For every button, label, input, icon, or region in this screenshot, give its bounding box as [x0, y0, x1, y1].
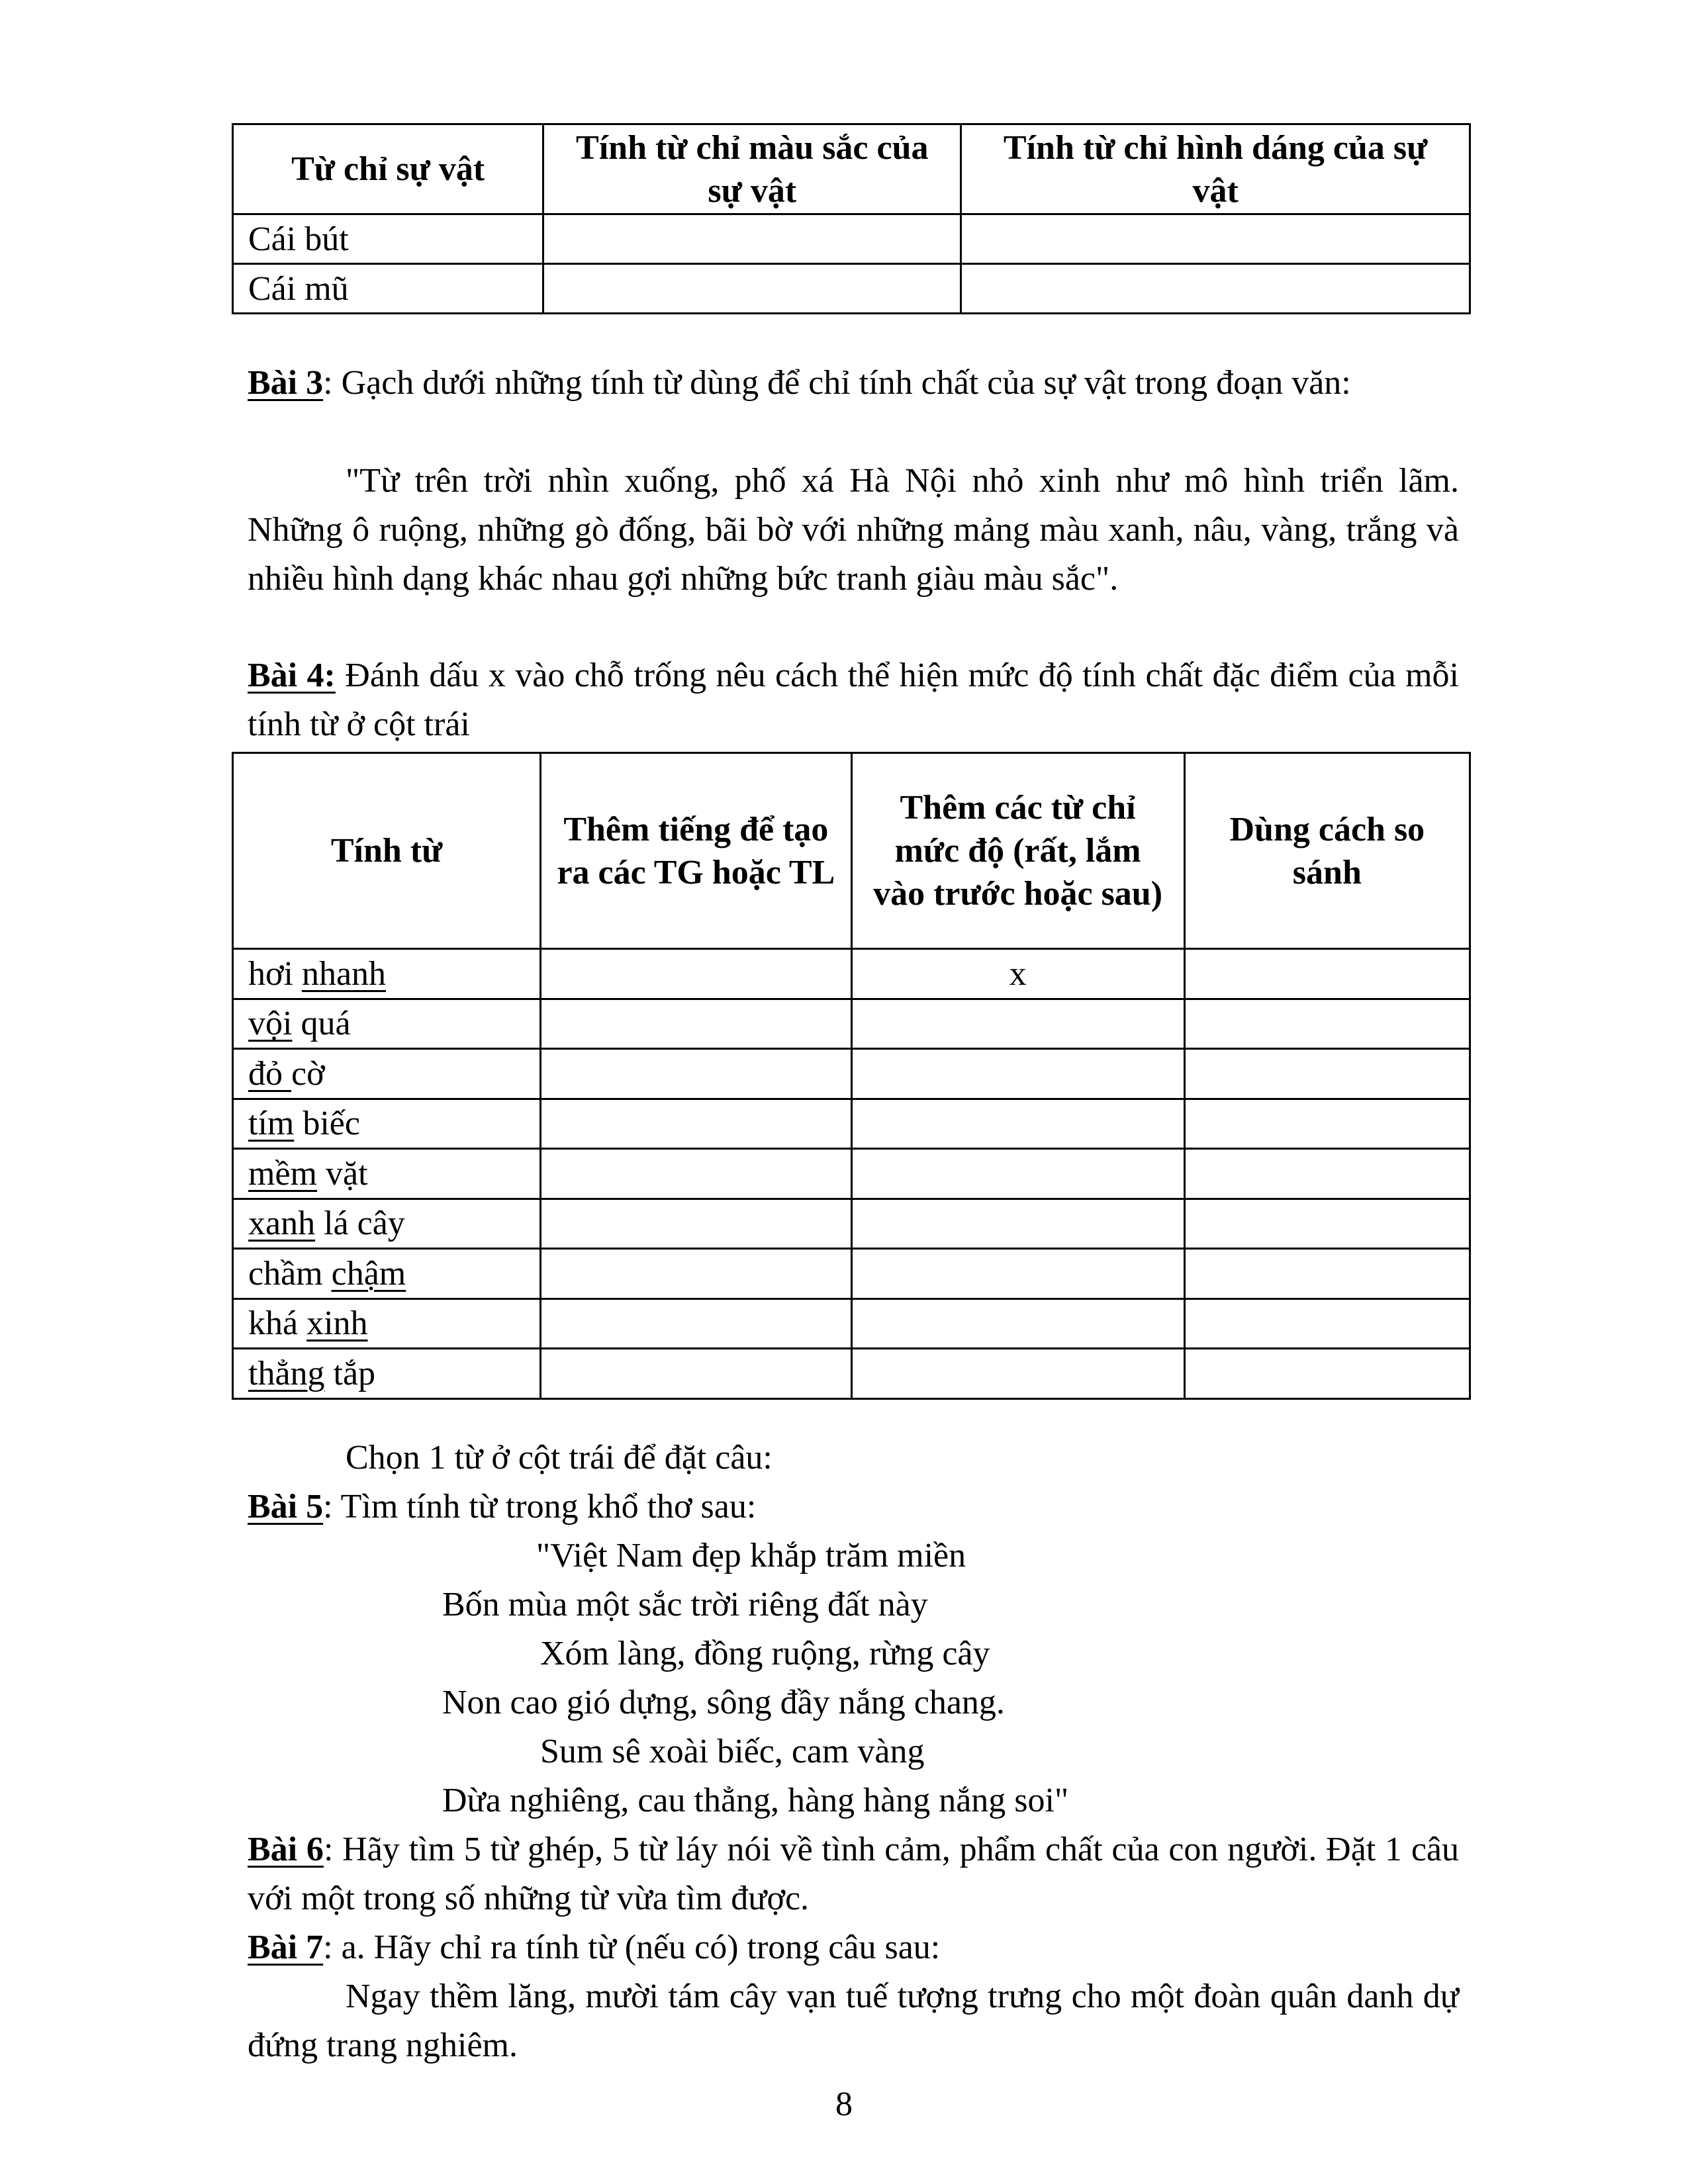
adjective-cell [233, 999, 541, 1049]
adjective-degree-table [232, 752, 1471, 1400]
header-cell: Dùng cách so sánh [1184, 753, 1470, 949]
exercise-3-label: Bài 3 [248, 364, 324, 402]
adjective-underlined: vội [248, 1005, 293, 1043]
mark-cell [541, 1199, 851, 1249]
mark-cell [851, 1249, 1184, 1299]
header-cell: Tính từ [233, 753, 541, 949]
adjective-underlined: mềm [248, 1154, 317, 1193]
poem-line: Dừa nghiêng, cau thẳng, hàng hàng nắng soi" [442, 1782, 1069, 1819]
table-cell [543, 214, 961, 264]
mark-cell [1184, 1249, 1470, 1299]
exercise-6-instruction [248, 1825, 1459, 1923]
table-row [233, 1249, 1470, 1299]
adjective-suffix: vặt [316, 1154, 368, 1193]
table-cell: Cái mũ [233, 264, 543, 314]
adjective-cell [233, 1149, 541, 1199]
table-row [233, 214, 1470, 264]
adjective-cell [233, 1049, 541, 1099]
adjective-underlined: thẳng [248, 1354, 325, 1392]
header-cell: Thêm các từ chỉ mức độ (rất, lắm vào trước hoặc sau) [851, 753, 1184, 949]
adjective-prefix: khá [248, 1304, 307, 1343]
mark-cell [851, 1199, 1184, 1249]
mark-cell [1184, 1199, 1470, 1249]
table-row [233, 1199, 1470, 1249]
table-cell: Cái bút [233, 214, 543, 264]
adjective-suffix: quá [292, 1005, 351, 1043]
exercise-3-text: : Gạch dưới những tính từ dùng để chỉ tính chất của sự vật trong đoạn văn: [323, 364, 1351, 402]
adjective-rows [233, 949, 1470, 1399]
mark-cell [541, 1249, 851, 1299]
adjective-suffix: tắp [324, 1354, 376, 1392]
exercise-4-label: Bài 4: [248, 657, 336, 694]
page-number: 8 [835, 2085, 853, 2123]
exercise-6-text: : Hãy tìm 5 từ ghép, 5 từ láy nói về tình cảm, phẩm chất của con người. Đặt 1 câu với một trong số những từ vừa tìm được. [248, 1831, 1459, 1917]
mark-cell [1184, 1099, 1470, 1149]
poem-line: Xóm làng, đồng ruộng, rừng cây [540, 1635, 990, 1672]
table-header-row [233, 124, 1470, 214]
mark-cell [851, 1298, 1184, 1349]
mark-cell [851, 1149, 1184, 1199]
mark-cell [851, 1349, 1184, 1399]
mark-cell [851, 1049, 1184, 1099]
table-row [233, 1049, 1470, 1099]
mark-cell [1184, 1049, 1470, 1099]
table-header-row [233, 753, 1470, 949]
adjective-cell [233, 1349, 541, 1399]
exercise-7-text: : a. Hãy chỉ ra tính từ (nếu có) trong câu sau: [323, 1929, 941, 1966]
exercise-5-instruction [248, 1482, 1459, 1531]
mark-cell [541, 1049, 851, 1099]
exercise-3-instruction [248, 359, 1459, 408]
mark-cell [1184, 1349, 1470, 1399]
table-cell [961, 264, 1470, 314]
mark-cell [1184, 999, 1470, 1049]
objects-adjectives-table [232, 123, 1471, 314]
poem-line: Sum sê xoài biếc, cam vàng [540, 1733, 925, 1770]
mark-cell [851, 1099, 1184, 1149]
table-cell [543, 264, 961, 314]
mark-cell [1184, 949, 1470, 999]
header-cell: Tính từ chỉ hình dáng của sự vật [961, 124, 1470, 214]
exercise-5-text: : Tìm tính từ trong khổ thơ sau: [323, 1488, 757, 1525]
mark-cell [1184, 1149, 1470, 1199]
header-cell: Thêm tiếng để tạo ra các TG hoặc TL [541, 753, 851, 949]
exercise-4-instruction [248, 651, 1459, 749]
exercise-5-label: Bài 5 [248, 1488, 324, 1525]
mark-cell [541, 1349, 851, 1399]
exercise-6-label: Bài 6 [248, 1831, 324, 1868]
mark-cell [541, 949, 851, 999]
header-cell: Tính từ chỉ màu sắc của sự vật [543, 124, 961, 214]
mark-cell [1184, 1298, 1470, 1349]
adjective-cell [233, 1249, 541, 1299]
table-row [233, 264, 1470, 314]
mark-cell [541, 1298, 851, 1349]
table-row [233, 999, 1470, 1049]
exercise-4-text: Đánh dấu x vào chỗ trống nêu cách thể hiện mức độ tính chất đặc điểm của mỗi tính từ ở cột trái [248, 657, 1459, 743]
adjective-cell [233, 1099, 541, 1149]
table-row [233, 1298, 1470, 1349]
adjective-cell [233, 1199, 541, 1249]
poem-line: Bốn mùa một sắc trời riêng đất này [442, 1586, 928, 1623]
table-row [233, 1099, 1470, 1149]
adjective-suffix: cờ [291, 1054, 325, 1093]
adjective-underlined: tím [248, 1105, 295, 1143]
adjective-underlined: xinh [306, 1304, 368, 1343]
exercise-7-sentence: Ngay thềm lăng, mười tám cây vạn tuế tượng trưng cho một đoàn quân danh dự đứng trang nghiêm. [248, 1978, 1459, 2064]
mark-cell [851, 999, 1184, 1049]
adjective-underlined: nhanh [301, 954, 387, 993]
adjective-cell [233, 949, 541, 999]
mark-cell [541, 1149, 851, 1199]
adjective-suffix: biếc [294, 1105, 360, 1143]
poem-line: Non cao gió dựng, sông đầy nắng chang. [442, 1684, 1005, 1721]
header-cell: Từ chỉ sự vật [233, 124, 543, 214]
table-row [233, 1149, 1470, 1199]
exercise-7-label: Bài 7 [248, 1929, 324, 1966]
table-cell [961, 214, 1470, 264]
table-row [233, 1349, 1470, 1399]
adjective-underlined: đỏ [248, 1054, 291, 1093]
adjective-cell [233, 1298, 541, 1349]
adjective-underlined: xanh [248, 1205, 316, 1243]
exercise-7-instruction [248, 1923, 1459, 1972]
mark-cell: x [851, 949, 1184, 999]
adjective-prefix: hơi [248, 954, 302, 993]
adjective-underlined: chậm [331, 1254, 406, 1293]
adjective-suffix: lá cây [315, 1205, 405, 1243]
exercise-4-followup: Chọn 1 từ ở cột trái để đặt câu: [346, 1439, 773, 1477]
adjective-prefix: chầm [248, 1254, 332, 1293]
mark-cell [541, 1099, 851, 1149]
mark-cell [541, 999, 851, 1049]
exercise-3-passage: "Từ trên trời nhìn xuống, phố xá Hà Nội nhỏ xinh như mô hình triển lãm. Những ô ruộng, những gò đống, bãi bờ với những mảng màu xanh, nâu, vàng, trắng và nhiều hình dạng khác nhau gợi những bức tranh giàu màu sắc". [248, 462, 1459, 598]
poem-line: "Việt Nam đẹp khắp trăm miền [536, 1537, 966, 1574]
table-row [233, 949, 1470, 999]
